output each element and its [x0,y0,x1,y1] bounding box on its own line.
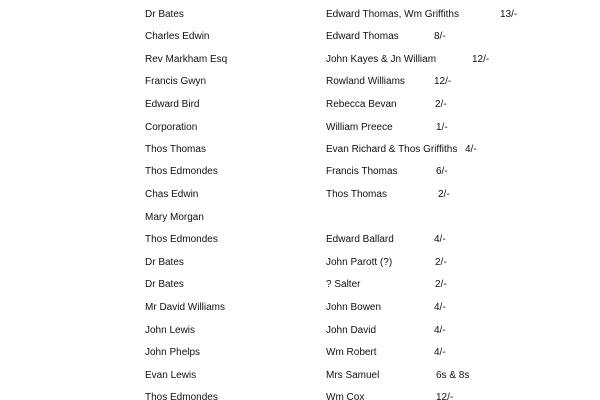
rent-amount: 4/- [465,144,477,155]
owner-name: John Phelps [145,347,201,358]
rent-amount: 4/- [434,302,446,313]
tenant-name: ? Salter [326,279,361,290]
owner-name: John Lewis [145,325,196,336]
record-row [0,210,600,226]
rent-amount: 2/- [438,189,450,200]
record-row [0,255,600,271]
tenant-name: John Kayes & Jn William [326,54,437,65]
owner-name: Dr Bates [145,257,184,268]
rent-amount: 12/- [434,76,452,87]
owner-name: Charles Edwin [145,31,210,42]
record-row [0,52,600,68]
tenant-name: Edward Thomas [326,31,399,42]
tenant-name: Edward Ballard [326,234,394,245]
record-row [0,29,600,45]
tenant-name: Evan Richard & Thos Griffiths [326,144,458,155]
rent-amount: 4/- [434,347,446,358]
record-row [0,300,600,316]
owner-name: Mary Morgan [145,212,204,223]
owner-name: Corporation [145,122,198,133]
owner-name: Dr Bates [145,9,184,20]
owner-name: Evan Lewis [145,370,197,381]
owner-name: Mr David Williams [145,302,225,313]
rent-amount: 2/- [435,257,447,268]
record-row [0,187,600,203]
tenant-name: William Preece [326,122,393,133]
tenant-name: John Bowen [326,302,382,313]
record-row [0,390,600,400]
rent-amount: 6s & 8s [436,370,470,381]
rent-amount: 1/- [436,122,448,133]
owner-name: Rev Markham Esq [145,54,228,65]
rent-amount: 6/- [436,166,448,177]
rent-amount: 2/- [435,99,447,110]
rent-amount: 12/- [436,392,454,400]
tenant-name: Rowland Williams [326,76,405,87]
owner-name: Francis Gwyn [145,76,207,87]
record-row [0,277,600,293]
tenant-name: Thos Thomas [326,189,387,200]
record-row [0,323,600,339]
tenant-name: Edward Thomas, Wm Griffiths [326,9,459,20]
owner-name: Thos Edmondes [145,234,218,245]
record-row [0,345,600,361]
rent-amount: 13/- [500,9,518,20]
record-row [0,142,600,158]
record-row [0,74,600,90]
tenant-name: Rebecca Bevan [326,99,397,110]
tenant-name: Wm Robert [326,347,377,358]
record-row [0,120,600,136]
owner-name: Thos Edmondes [145,166,218,177]
tenant-name: John David [326,325,377,336]
rent-amount: 12/- [472,54,490,65]
record-row [0,7,600,23]
tenant-name: Wm Cox [326,392,365,400]
owner-name: Edward Bird [145,99,200,110]
owner-name: Chas Edwin [145,189,199,200]
owner-name: Dr Bates [145,279,184,290]
record-row [0,164,600,180]
rent-amount: 4/- [434,325,446,336]
record-row [0,97,600,113]
rent-amount: 8/- [434,31,446,42]
tenant-name: John Parott (?) [326,257,393,268]
rent-amount: 2/- [435,279,447,290]
record-row [0,368,600,384]
tenant-name: Francis Thomas [326,166,398,177]
owner-name: Thos Thomas [145,144,206,155]
record-row [0,232,600,248]
tenant-name: Mrs Samuel [326,370,380,381]
rent-amount: 4/- [434,234,446,245]
owner-name: Thos Edmondes [145,392,218,400]
